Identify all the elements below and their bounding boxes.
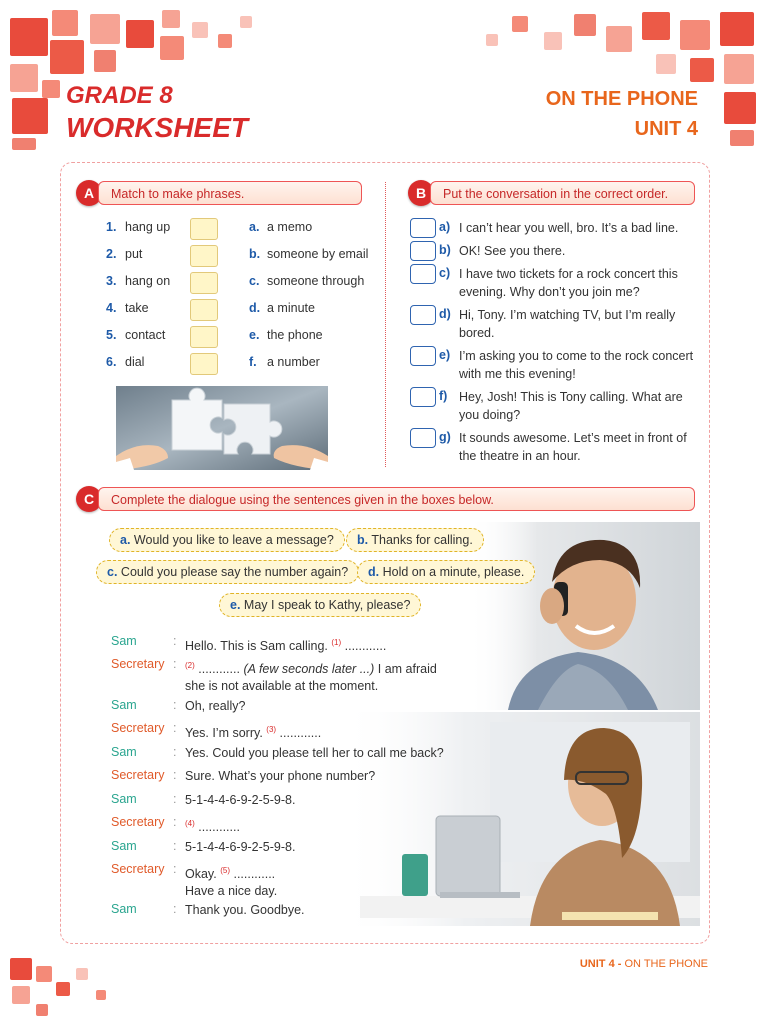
list-item-text: take bbox=[125, 301, 149, 315]
speaker-label: Sam bbox=[111, 902, 137, 916]
section-c-badge: C bbox=[76, 486, 102, 512]
list-item-number: 5. bbox=[106, 328, 117, 342]
speaker-colon: : bbox=[173, 902, 177, 916]
dialogue-line: Sure. What’s your phone number? bbox=[185, 769, 376, 783]
gap-number: (3) bbox=[266, 725, 277, 734]
list-item-letter: f. bbox=[249, 355, 257, 369]
dialogue-line: 5-1-4-4-6-9-2-5-9-8. bbox=[185, 840, 296, 854]
answer-blank[interactable]: ............ bbox=[198, 662, 240, 677]
item-letter: b) bbox=[439, 243, 451, 257]
item-text: Hey, Josh! This is Tony calling. What are you doing? bbox=[459, 390, 683, 422]
dialogue-line: Yes. Could you please tell her to call me back? bbox=[185, 746, 444, 760]
order-box-c[interactable] bbox=[410, 264, 436, 284]
item-text: OK! See you there. bbox=[459, 244, 566, 258]
option-letter: a. bbox=[120, 533, 131, 547]
option-chip-b bbox=[346, 528, 484, 552]
order-box-b[interactable] bbox=[410, 241, 436, 261]
list-item-text: hang up bbox=[125, 220, 171, 234]
list-item-text: hang on bbox=[125, 274, 171, 288]
answer-blank[interactable]: ............ bbox=[344, 639, 387, 654]
item-letter: a) bbox=[439, 220, 451, 234]
footer-topic: ON THE PHONE bbox=[624, 958, 708, 970]
topic-label: ON THE PHONE bbox=[545, 88, 698, 110]
list-item-number: 1. bbox=[106, 220, 117, 234]
item-text: I’m asking you to come to the rock concert with me this evening! bbox=[459, 349, 694, 381]
speaker-colon: : bbox=[173, 862, 177, 876]
list-item-number: 2. bbox=[106, 247, 117, 261]
list-item-letter: b. bbox=[249, 247, 261, 261]
option-letter: b. bbox=[357, 533, 369, 547]
list-item-text: the phone bbox=[267, 328, 323, 342]
answer-box-1[interactable] bbox=[190, 218, 218, 240]
page-footer bbox=[580, 958, 708, 970]
list-item-letter: c. bbox=[249, 274, 260, 288]
gap-number: (1) bbox=[331, 638, 342, 647]
speaker-colon: : bbox=[173, 698, 177, 712]
speaker-colon: : bbox=[173, 634, 177, 648]
speaker-label: Secretary bbox=[111, 862, 165, 876]
item-letter: e) bbox=[439, 348, 451, 362]
option-letter: d. bbox=[368, 565, 380, 579]
speaker-label: Sam bbox=[111, 792, 137, 806]
item-text: Hi, Tony. I’m watching TV, but I’m really bored. bbox=[459, 308, 676, 340]
man-on-phone-photo bbox=[468, 522, 700, 710]
grade-label: GRADE 8 bbox=[66, 82, 173, 109]
worksheet-title bbox=[66, 80, 248, 144]
list-item-number: 6. bbox=[106, 355, 117, 369]
speaker-label: Sam bbox=[111, 698, 137, 712]
answer-blank[interactable]: ............ bbox=[198, 820, 240, 835]
answer-box-2[interactable] bbox=[190, 245, 218, 267]
gap-number: (2) bbox=[185, 661, 195, 670]
footer-unit: UNIT 4 - bbox=[579, 958, 622, 970]
speaker-colon: : bbox=[173, 721, 177, 735]
puzzle-hands-image bbox=[116, 386, 328, 470]
section-a-badge: A bbox=[76, 180, 102, 206]
section-c-instruction: Complete the dialogue using the sentences given in the boxes below. bbox=[98, 487, 695, 511]
order-box-f[interactable] bbox=[410, 387, 436, 407]
dialogue-line bbox=[185, 815, 485, 836]
gap-number: (4) bbox=[185, 819, 195, 828]
option-chip-d bbox=[357, 560, 535, 584]
dialogue-line: 5-1-4-4-6-9-2-5-9-8. bbox=[185, 793, 296, 807]
answer-box-5[interactable] bbox=[190, 326, 218, 348]
column-divider bbox=[385, 182, 386, 467]
dialogue-line: Yes. I’m sorry. $^{(3)}$ ............ bbox=[185, 725, 322, 741]
unit-title bbox=[546, 84, 698, 144]
item-text: It sounds awesome. Let’s meet in front of the theatre in an hour. bbox=[459, 431, 687, 463]
option-letter: c. bbox=[107, 565, 118, 579]
list-item-number: 3. bbox=[106, 274, 117, 288]
list-item-text: dial bbox=[125, 355, 145, 369]
speaker-label: Secretary bbox=[111, 721, 165, 735]
speaker-colon: : bbox=[173, 657, 177, 671]
order-box-e[interactable] bbox=[410, 346, 436, 366]
speaker-label: Secretary bbox=[111, 657, 165, 671]
item-text: I have two tickets for a rock concert this evening. Why don’t you join me? bbox=[459, 267, 678, 299]
item-letter: c) bbox=[439, 266, 451, 280]
order-box-d[interactable] bbox=[410, 305, 436, 325]
section-b-badge: B bbox=[408, 180, 434, 206]
order-box-a[interactable] bbox=[410, 218, 436, 238]
speaker-colon: : bbox=[173, 839, 177, 853]
list-item-number: 4. bbox=[106, 301, 117, 315]
dialogue-line: Hello. This is Sam calling. $^{(1)}$ ............ bbox=[185, 638, 387, 654]
worksheet-label: WORKSHEET bbox=[66, 112, 248, 143]
gap-number: (5) bbox=[220, 866, 230, 875]
option-text: Hold on a minute, please. bbox=[382, 565, 525, 579]
list-item-text: contact bbox=[125, 328, 166, 342]
dialogue-line: Thank you. Goodbye. bbox=[185, 903, 305, 917]
dialogue-line: Oh, really? bbox=[185, 699, 246, 713]
speaker-label: Sam bbox=[111, 839, 137, 853]
speaker-colon: : bbox=[173, 815, 177, 829]
list-item-text: a memo bbox=[267, 220, 313, 234]
answer-box-6[interactable] bbox=[190, 353, 218, 375]
list-item-text: someone through bbox=[267, 274, 365, 288]
item-letter: g) bbox=[439, 430, 451, 444]
speaker-colon: : bbox=[173, 745, 177, 759]
list-item-text: a minute bbox=[267, 301, 315, 315]
option-chip-c bbox=[96, 560, 359, 584]
option-text: Would you like to leave a message? bbox=[133, 533, 334, 547]
list-item-text: a number bbox=[267, 355, 320, 369]
speaker-label: Sam bbox=[111, 745, 137, 759]
option-text: Thanks for calling. bbox=[371, 533, 473, 547]
answer-blank[interactable]: ............ bbox=[279, 726, 322, 741]
section-b-instruction: Put the conversation in the correct order. bbox=[430, 181, 695, 205]
answer-blank[interactable]: ............ bbox=[233, 867, 276, 882]
item-letter: d) bbox=[439, 307, 451, 321]
option-text: May I speak to Kathy, please? bbox=[243, 598, 411, 612]
answer-box-4[interactable] bbox=[190, 299, 218, 321]
section-a-instruction: Match to make phrases. bbox=[98, 181, 362, 205]
dialogue-line: Okay. $^{(5)}$ ............ Have a nice day. bbox=[185, 866, 278, 899]
list-item-text: someone by email bbox=[267, 247, 369, 261]
list-item-text: put bbox=[125, 247, 143, 261]
item-letter: f) bbox=[439, 389, 448, 403]
option-chip-e bbox=[219, 593, 421, 617]
speaker-colon: : bbox=[173, 792, 177, 806]
order-box-g[interactable] bbox=[410, 428, 436, 448]
answer-box-3[interactable] bbox=[190, 272, 218, 294]
option-chip-a bbox=[109, 528, 345, 552]
unit-label: UNIT 4 bbox=[634, 118, 698, 140]
speaker-label: Secretary bbox=[111, 815, 165, 829]
option-letter: e. bbox=[230, 598, 241, 612]
list-item-letter: a. bbox=[249, 220, 260, 234]
option-text: Could you please say the number again? bbox=[120, 565, 349, 579]
speaker-label: Sam bbox=[111, 634, 137, 648]
list-item-letter: e. bbox=[249, 328, 260, 342]
speaker-label: Secretary bbox=[111, 768, 165, 782]
item-text: I can’t hear you well, bro. It’s a bad line. bbox=[459, 221, 679, 235]
speaker-colon: : bbox=[173, 768, 177, 782]
dialogue-line: $^{(2)}$ ............ (A few seconds later ...) I am afraid she is not available at the moment. bbox=[185, 661, 437, 694]
list-item-letter: d. bbox=[249, 301, 261, 315]
